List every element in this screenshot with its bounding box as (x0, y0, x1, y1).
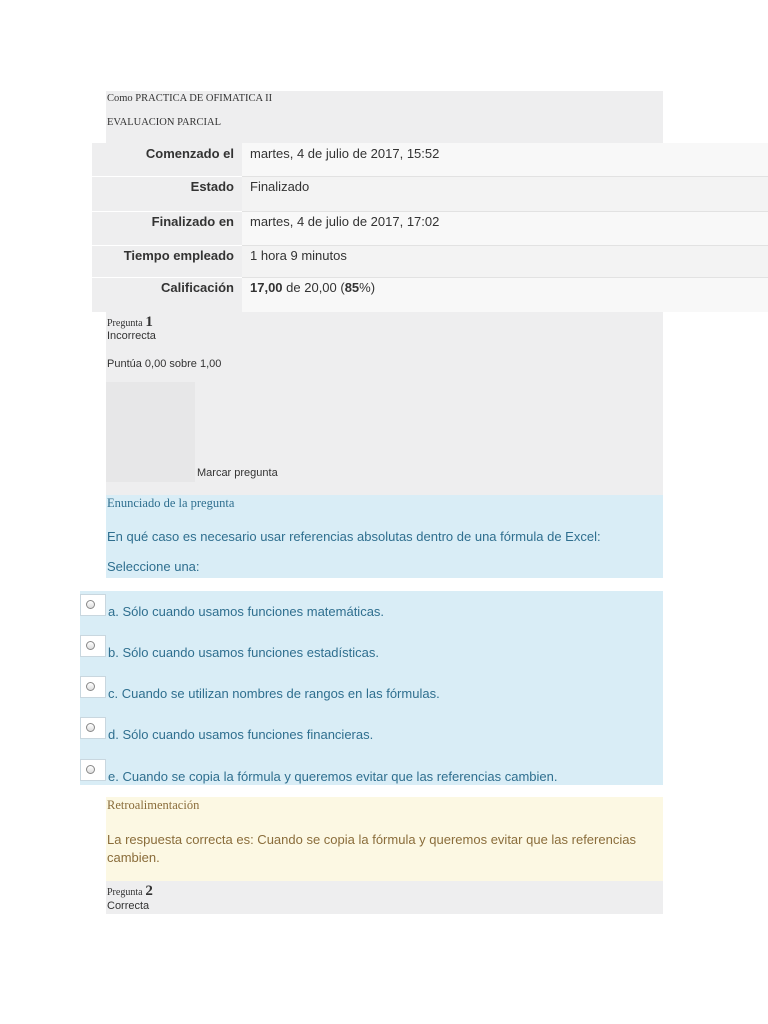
flag-area (106, 382, 195, 482)
radio-circle-icon (86, 600, 95, 609)
summary-value: Finalizado (242, 177, 768, 211)
summary-label: Finalizado en (92, 212, 242, 245)
radio-button[interactable] (80, 635, 106, 657)
radio-button[interactable] (80, 594, 106, 616)
radio-button[interactable] (80, 759, 106, 781)
quiz-header (106, 91, 663, 143)
question-state: Incorrecta (107, 330, 156, 342)
answer-label[interactable]: a. Sólo cuando usamos funciones matemáticas. (108, 604, 385, 619)
answer-option-c[interactable] (80, 676, 663, 712)
answer-label[interactable]: b. Sólo cuando usamos funciones estadísticas. (108, 645, 379, 660)
answer-option-a[interactable] (80, 594, 663, 630)
radio-button[interactable] (80, 676, 106, 698)
question-text-panel (106, 495, 663, 578)
summary-row-time (92, 246, 768, 277)
answer-label[interactable]: e. Cuando se copia la fórmula y queremos evitar que las referencias cambien. (108, 769, 558, 784)
summary-row-started (92, 143, 768, 176)
feedback-panel (106, 797, 663, 881)
grade-score: 17,00 (250, 280, 283, 295)
question-number: Pregunta 2 (107, 883, 153, 899)
flag-question-link[interactable]: Marcar pregunta (197, 467, 278, 479)
answer-option-b[interactable] (80, 635, 663, 671)
radio-circle-icon (86, 723, 95, 732)
radio-button[interactable] (80, 717, 106, 739)
course-title: Como PRACTICA DE OFIMATICA II (107, 93, 273, 104)
question-state: Correcta (107, 900, 150, 912)
radio-circle-icon (86, 682, 95, 691)
question-number: Pregunta 1 (107, 314, 153, 330)
summary-row-finished (92, 212, 768, 245)
answer-option-d[interactable] (80, 717, 663, 753)
question-grade: Puntúa 0,00 sobre 1,00 (107, 358, 222, 370)
select-one-label: Seleccione una: (107, 559, 200, 574)
summary-label: Comenzado el (92, 143, 242, 176)
attempt-summary-table (92, 143, 768, 312)
question-info (106, 312, 663, 495)
summary-row-grade (92, 278, 768, 312)
summary-value: martes, 4 de julio de 2017, 17:02 (242, 212, 768, 245)
radio-circle-icon (86, 765, 95, 774)
summary-label: Estado (92, 177, 242, 211)
question-2-info (106, 881, 663, 914)
summary-label: Tiempo empleado (92, 246, 242, 277)
feedback-text: La respuesta correcta es: Cuando se copia la fórmula y queremos evitar que las referencias cambien. (107, 832, 636, 865)
question-heading: Enunciado de la pregunta (107, 496, 235, 510)
answer-label[interactable]: d. Sólo cuando usamos funciones financieras. (108, 727, 374, 742)
question-prompt: En qué caso es necesario usar referencias absolutas dentro de una fórmula de Excel: (107, 529, 601, 544)
grade-percent: 85 (344, 280, 360, 295)
feedback-heading: Retroalimentación (107, 798, 200, 812)
summary-row-state (92, 177, 768, 211)
summary-label: Calificación (92, 278, 242, 312)
summary-value: martes, 4 de julio de 2017, 15:52 (242, 143, 768, 176)
answer-label[interactable]: c. Cuando se utilizan nombres de rangos en las fórmulas. (108, 686, 440, 701)
answer-options (80, 591, 663, 785)
radio-circle-icon (86, 641, 95, 650)
answer-option-e[interactable] (80, 759, 663, 795)
summary-value: 1 hora 9 minutos (242, 246, 768, 277)
summary-value: 17,00 de 20,00 (85%) (242, 278, 768, 312)
quiz-title: EVALUACION PARCIAL (107, 117, 222, 128)
